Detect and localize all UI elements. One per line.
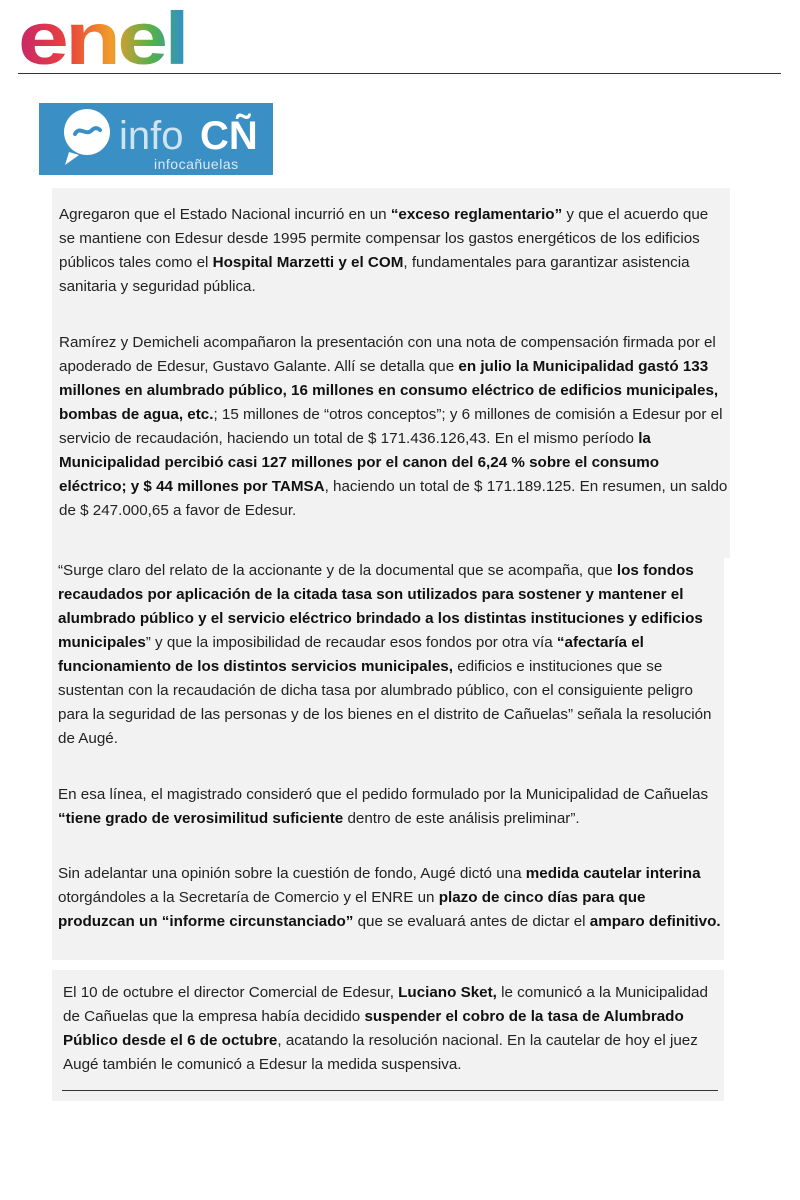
enel-logo-text: enel: [18, 4, 186, 70]
article-paragraph-5: Sin adelantar una opinión sobre la cuestión de fondo, Augé dictó una medida cautelar interina otorgándoles a la Secretaría de Comercio y el ENRE un plazo de cinco días para que produzcan un “informe circunstanciado” que se evaluará antes de dictar el amparo definitivo.: [58, 865, 721, 930]
info-logo-main: info: [119, 114, 184, 158]
infocanuelas-logo: [39, 103, 273, 175]
article-paragraph-3: “Surge claro del relato de la accionante y de la documental que se acompaña, que los fondos recaudados por aplicación de la citada tasa son utilizados para sostener y mantener el alumbrado público y el servicio eléctrico brindado a los distintas instituciones y edificios municipales” y que la imposibilidad de recaudar esos fondos por otra vía “afectaría el funcionamiento de los distintos servicios municipales, edificios e instituciones que se sustentan con la recaudación de dicha tasa por alumbrado público, con el consiguiente peligro para la seguridad de las personas y de los bienes en el distrito de Cañuelas” señala la resolución de Augé.: [58, 562, 712, 747]
info-logo-cn: CÑ: [200, 114, 258, 158]
info-logo-sub: infocañuelas: [154, 156, 239, 172]
article-paragraph-6: El 10 de octubre el director Comercial de Edesur, Luciano Sket, le comunicó a la Municipalidad de Cañuelas que la empresa había decidido suspender el cobro de la tasa de Alumbrado Público desde el 6 de octubre, acatando la resolución nacional. En la cautelar de hoy el juez Augé también le comunicó a Edesur la medida suspensiva.: [63, 984, 708, 1073]
article-paragraph-1: Agregaron que el Estado Nacional incurrió en un “exceso reglamentario” y que el acuerdo que se mantiene con Edesur desde 1995 permite compensar los gastos energéticos de los edificios públicos tales como el Hospital Marzetti y el COM, fundamentales para garantizar asistencia sanitaria y seguridad pública.: [59, 206, 709, 295]
header-divider: [18, 73, 781, 74]
article-paragraph-4: En esa línea, el magistrado consideró que el pedido formulado por la Municipalidad de Cañuelas “tiene grado de verosimilitud suficiente dentro de este análisis preliminar”.: [58, 786, 709, 827]
enel-logo: [18, 4, 190, 75]
article-paragraph-2: Ramírez y Demicheli acompañaron la presentación con una nota de compensación firmada por el apoderado de Edesur, Gustavo Galante. Allí se detalla que en julio la Municipalidad gastó 133 millones en alumbrado público, 16 millones en consumo eléctrico de edificios municipales, bombas de agua, etc.; 15 millones de “otros conceptos”; y 6 millones de comisión a Edesur por el servicio de recaudación, haciendo un total de $ 171.436.126,43. En el mismo período la Municipalidad percibió casi 127 millones por el canon del 6,24 % sobre el consumo eléctrico; y $ 44 millones por TAMSA, haciendo un total de $ 171.189.125. En resumen, un saldo de $ 247.000,65 a favor de Edesur.: [59, 334, 728, 519]
footer-divider-left: [62, 1090, 390, 1091]
footer-divider-right: [390, 1090, 718, 1091]
